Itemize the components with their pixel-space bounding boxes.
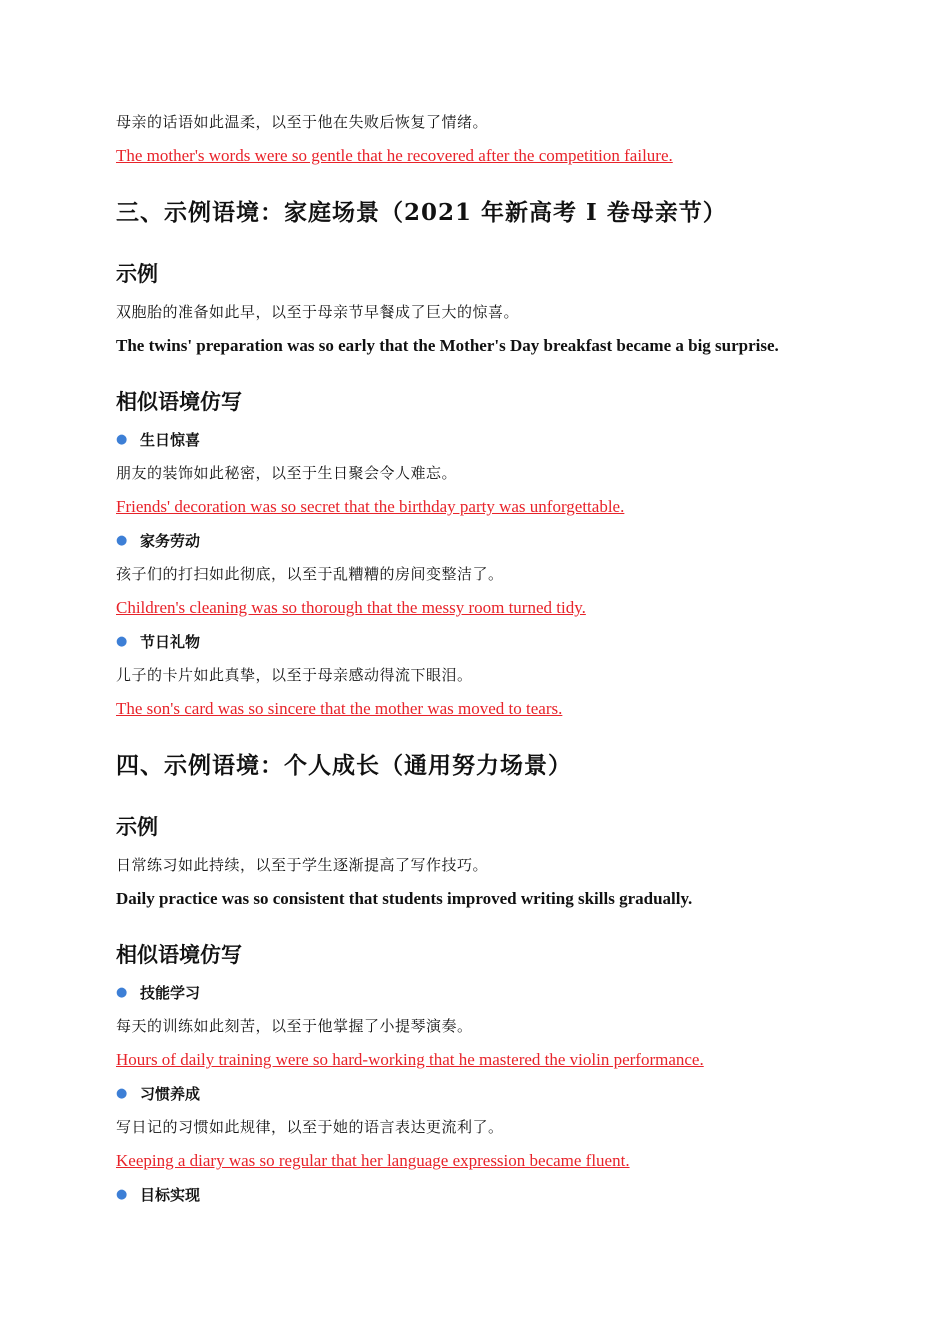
section4-example-heading: 示例: [116, 814, 158, 839]
item-label: 节日礼物: [140, 633, 201, 651]
section4-similar-heading: 相似语境仿写: [116, 942, 242, 967]
bullet-icon: ●: [116, 634, 128, 649]
item-cn-sentence: 写日记的习惯如此规律，以至于她的语言表达更流利了。: [116, 1118, 504, 1136]
section4-item-habit: [116, 1084, 850, 1104]
section3-item-housework: [116, 531, 850, 551]
item-en-sentence: The son's card was so sincere that the mother was moved to tears.: [116, 699, 563, 718]
item-cn-sentence: 儿子的卡片如此真挚，以至于母亲感动得流下眼泪。: [116, 666, 473, 684]
top-en-sentence: The mother's words were so gentle that he recovered after the competition failure.: [116, 146, 673, 165]
section3-title: 三、示例语境：家庭场景（2021 年新高考 Ⅰ 卷母亲节）: [116, 199, 727, 226]
section4-example-en: Daily practice was so consistent that students improved writing skills gradually.: [116, 889, 693, 908]
item-en-sentence: Friends' decoration was so secret that the birthday party was unforgettable.: [116, 497, 625, 516]
item-label: 目标实现: [140, 1186, 201, 1204]
section3-item-gift: [116, 632, 850, 652]
item-label: 习惯养成: [140, 1085, 201, 1103]
section3-example-cn: 双胞胎的准备如此早，以至于母亲节早餐成了巨大的惊喜。: [116, 303, 520, 321]
item-en-sentence: Keeping a diary was so regular that her language expression became fluent.: [116, 1151, 630, 1170]
bullet-icon: ●: [116, 985, 128, 1000]
section3-example-heading: 示例: [116, 261, 158, 286]
section4-item-skill: [116, 983, 850, 1003]
item-en-sentence: Children's cleaning was so thorough that the messy room turned tidy.: [116, 598, 586, 617]
item-label: 技能学习: [140, 984, 201, 1002]
item-cn-sentence: 每天的训练如此刻苦，以至于他掌握了小提琴演奏。: [116, 1017, 473, 1035]
section4-item-goal: [116, 1185, 850, 1205]
section3-example-en: The twins' preparation was so early that the Mother's Day breakfast became a big surprise.: [116, 336, 779, 355]
bullet-icon: ●: [116, 432, 128, 447]
section3-similar-heading: 相似语境仿写: [116, 389, 242, 414]
bullet-icon: ●: [116, 533, 128, 548]
item-en-sentence: Hours of daily training were so hard-working that he mastered the violin performance.: [116, 1050, 704, 1069]
section4-example-cn: 日常练习如此持续，以至于学生逐渐提高了写作技巧。: [116, 856, 489, 874]
section4-title: 四、示例语境：个人成长（通用努力场景）: [116, 752, 572, 779]
item-label: 生日惊喜: [140, 431, 201, 449]
item-label: 家务劳动: [140, 532, 201, 550]
bullet-icon: ●: [116, 1187, 128, 1202]
item-cn-sentence: 朋友的装饰如此秘密，以至于生日聚会令人难忘。: [116, 464, 458, 482]
item-cn-sentence: 孩子们的打扫如此彻底，以至于乱糟糟的房间变整洁了。: [116, 565, 504, 583]
top-cn-sentence: 母亲的话语如此温柔，以至于他在失败后恢复了情绪。: [116, 113, 489, 131]
bullet-icon: ●: [116, 1086, 128, 1101]
section3-item-birthday: [116, 430, 850, 450]
